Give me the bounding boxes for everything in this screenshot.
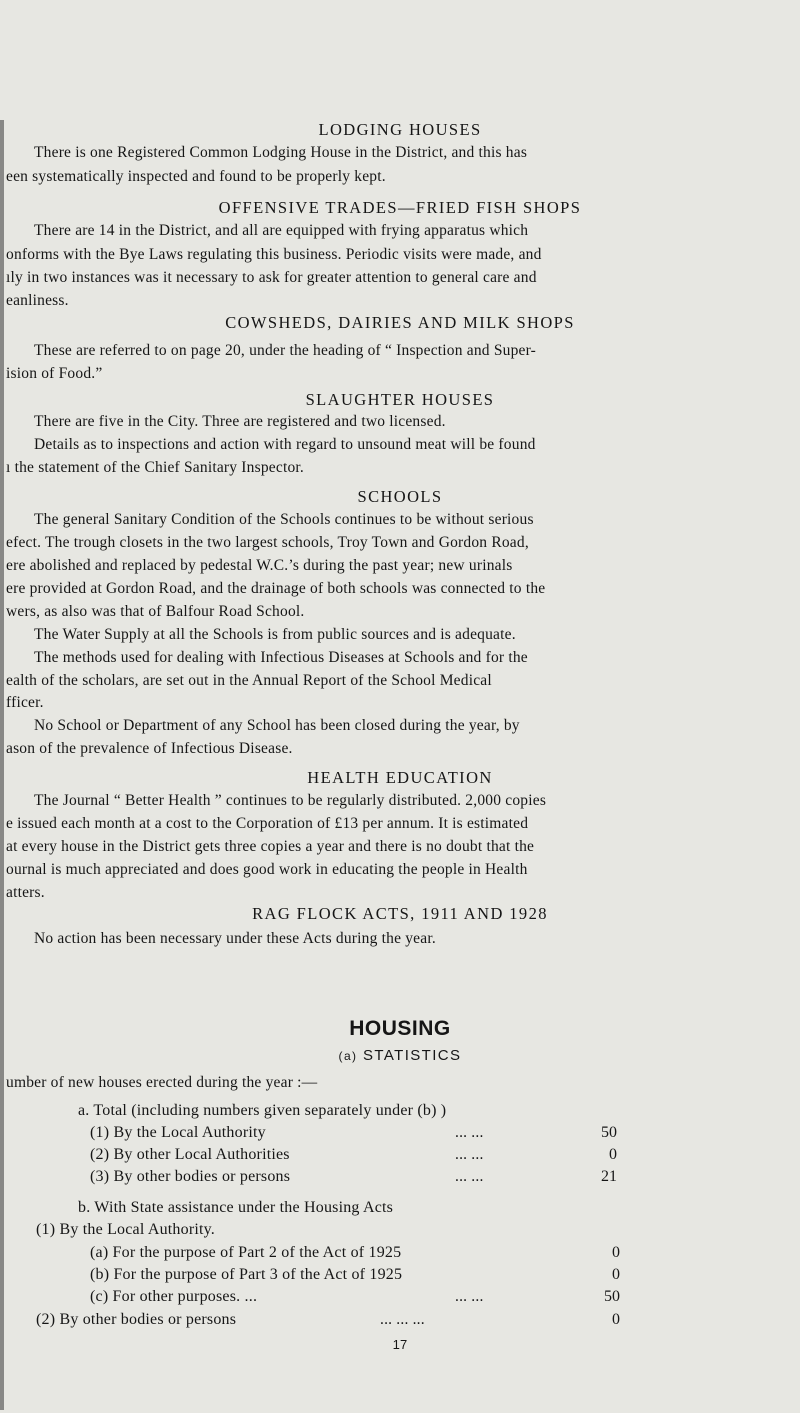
offensive-line-3: ıly in two instances was it necessary to ask for greater attention to general care and [6,269,537,286]
housing-intro: umber of new houses erected during the year :— [6,1074,318,1091]
schools-line-2: efect. The trough closets in the two largest schools, Troy Town and Gordon Road, [6,534,529,551]
housing-b2-label: (2) By other bodies or persons [36,1311,237,1328]
slaughter-heading: SLAUGHTER HOUSES [305,390,495,409]
lodging-heading: LODGING HOUSES [318,120,482,139]
housing-a-item-3-dots: ... ... [455,1168,484,1185]
health-education-line-5: atters. [6,884,45,901]
health-education-heading: HEALTH EDUCATION [307,768,493,787]
schools-line-6: The Water Supply at all the Schools is from public sources and is adequate. [34,626,516,643]
housing-b1-item-a-value: 0 [612,1244,620,1261]
health-education-line-1: The Journal “ Better Health ” continues to be regularly distributed. 2,000 copies [34,792,547,809]
rag-flock-line-1: No action has been necessary under these Acts during the year. [34,930,436,947]
slaughter-line-2: Details as to inspections and action with regard to unsound meat will be found [34,436,536,453]
schools-line-4: ere provided at Gordon Road, and the drainage of both schools was connected to the [6,580,546,597]
housing-a-item-3-label: (3) By other bodies or persons [90,1168,291,1185]
housing-heading: HOUSING [349,1017,451,1040]
offensive-line-1: There are 14 in the District, and all are equipped with frying apparatus which [34,222,529,239]
housing-a-item-2-label: (2) By other Local Authorities [90,1146,290,1163]
slaughter-line-3: ı the statement of the Chief Sanitary Inspector. [6,459,304,476]
cowsheds-line-2: ision of Food.” [6,365,103,382]
offensive-line-4: eanliness. [6,292,69,309]
housing-b1-item-b-label: (b) For the purpose of Part 3 of the Act of 1925 [90,1266,403,1283]
schools-line-10: No School or Department of any School has been closed during the year, by [34,717,520,734]
schools-line-11: ason of the prevalence of Infectious Disease. [6,740,293,757]
housing-a-item-1-label: (1) By the Local Authority [90,1124,266,1141]
housing-subheading-text: STATISTICS [363,1047,462,1064]
housing-a-item-2-value: 0 [609,1146,617,1163]
housing-b1-item-c-value: 50 [604,1288,620,1305]
schools-line-8: ealth of the scholars, are set out in the Annual Report of the School Medical [6,672,492,689]
schools-line-7: The methods used for dealing with Infectious Diseases at Schools and for the [34,649,528,666]
schools-line-9: fficer. [6,694,44,711]
housing-a-item-1-value: 50 [601,1124,617,1141]
cowsheds-heading: COWSHEDS, DAIRIES AND MILK SHOPS [225,313,575,332]
housing-a-item-2-dots: ... ... [455,1146,484,1163]
cowsheds-line-1: These are referred to on page 20, under the heading of “ Inspection and Super- [34,342,537,359]
housing-subheading [0,1046,800,1066]
housing-b2-value: 0 [612,1311,620,1328]
schools-line-1: The general Sanitary Condition of the Schools continues to be without serious [34,511,534,528]
health-education-line-2: e issued each month at a cost to the Corporation of £13 per annum. It is estimated [6,815,529,832]
lodging-line-2: een systematically inspected and found to be properly kept. [6,168,386,185]
schools-heading: SCHOOLS [357,487,443,506]
schools-line-5: wers, as also was that of Balfour Road School. [6,603,305,620]
housing-subheading-letter: (a) [338,1049,358,1063]
housing-b1-item-b-value: 0 [612,1266,620,1283]
housing-b1-item-c-label: (c) For other purposes. ... [90,1288,258,1305]
housing-b1-item-a-label: (a) For the purpose of Part 2 of the Act of 1925 [90,1244,402,1261]
housing-b1-item-c-dots: ... ... [455,1288,484,1305]
schools-line-3: ere abolished and replaced by pedestal W.C.’s during the past year; new urinals [6,557,513,574]
offensive-line-2: onforms with the Bye Laws regulating this business. Periodic visits were made, and [6,246,542,263]
lodging-line-1: There is one Registered Common Lodging House in the District, and this has [34,144,528,161]
slaughter-line-1: There are five in the City. Three are registered and two licensed. [34,413,446,430]
page-number: 17 [392,1337,408,1352]
housing-b-heading: b. With State assistance under the Housing Acts [78,1199,394,1216]
housing-a-item-3-value: 21 [601,1168,617,1185]
housing-a-total: a. Total (including numbers given separately under (b) ) [78,1102,447,1119]
health-education-line-3: at every house in the District gets three copies a year and there is no doubt that the [6,838,535,855]
housing-a-item-1-dots: ... ... [455,1124,484,1141]
rag-flock-heading: RAG FLOCK ACTS, 1911 AND 1928 [252,904,548,923]
housing-b1-heading: (1) By the Local Authority. [36,1221,215,1238]
health-education-line-4: ournal is much appreciated and does good work in educating the people in Health [6,861,528,878]
offensive-heading: OFFENSIVE TRADES—FRIED FISH SHOPS [218,198,582,217]
housing-b2-dots: ... ... ... [380,1311,425,1328]
